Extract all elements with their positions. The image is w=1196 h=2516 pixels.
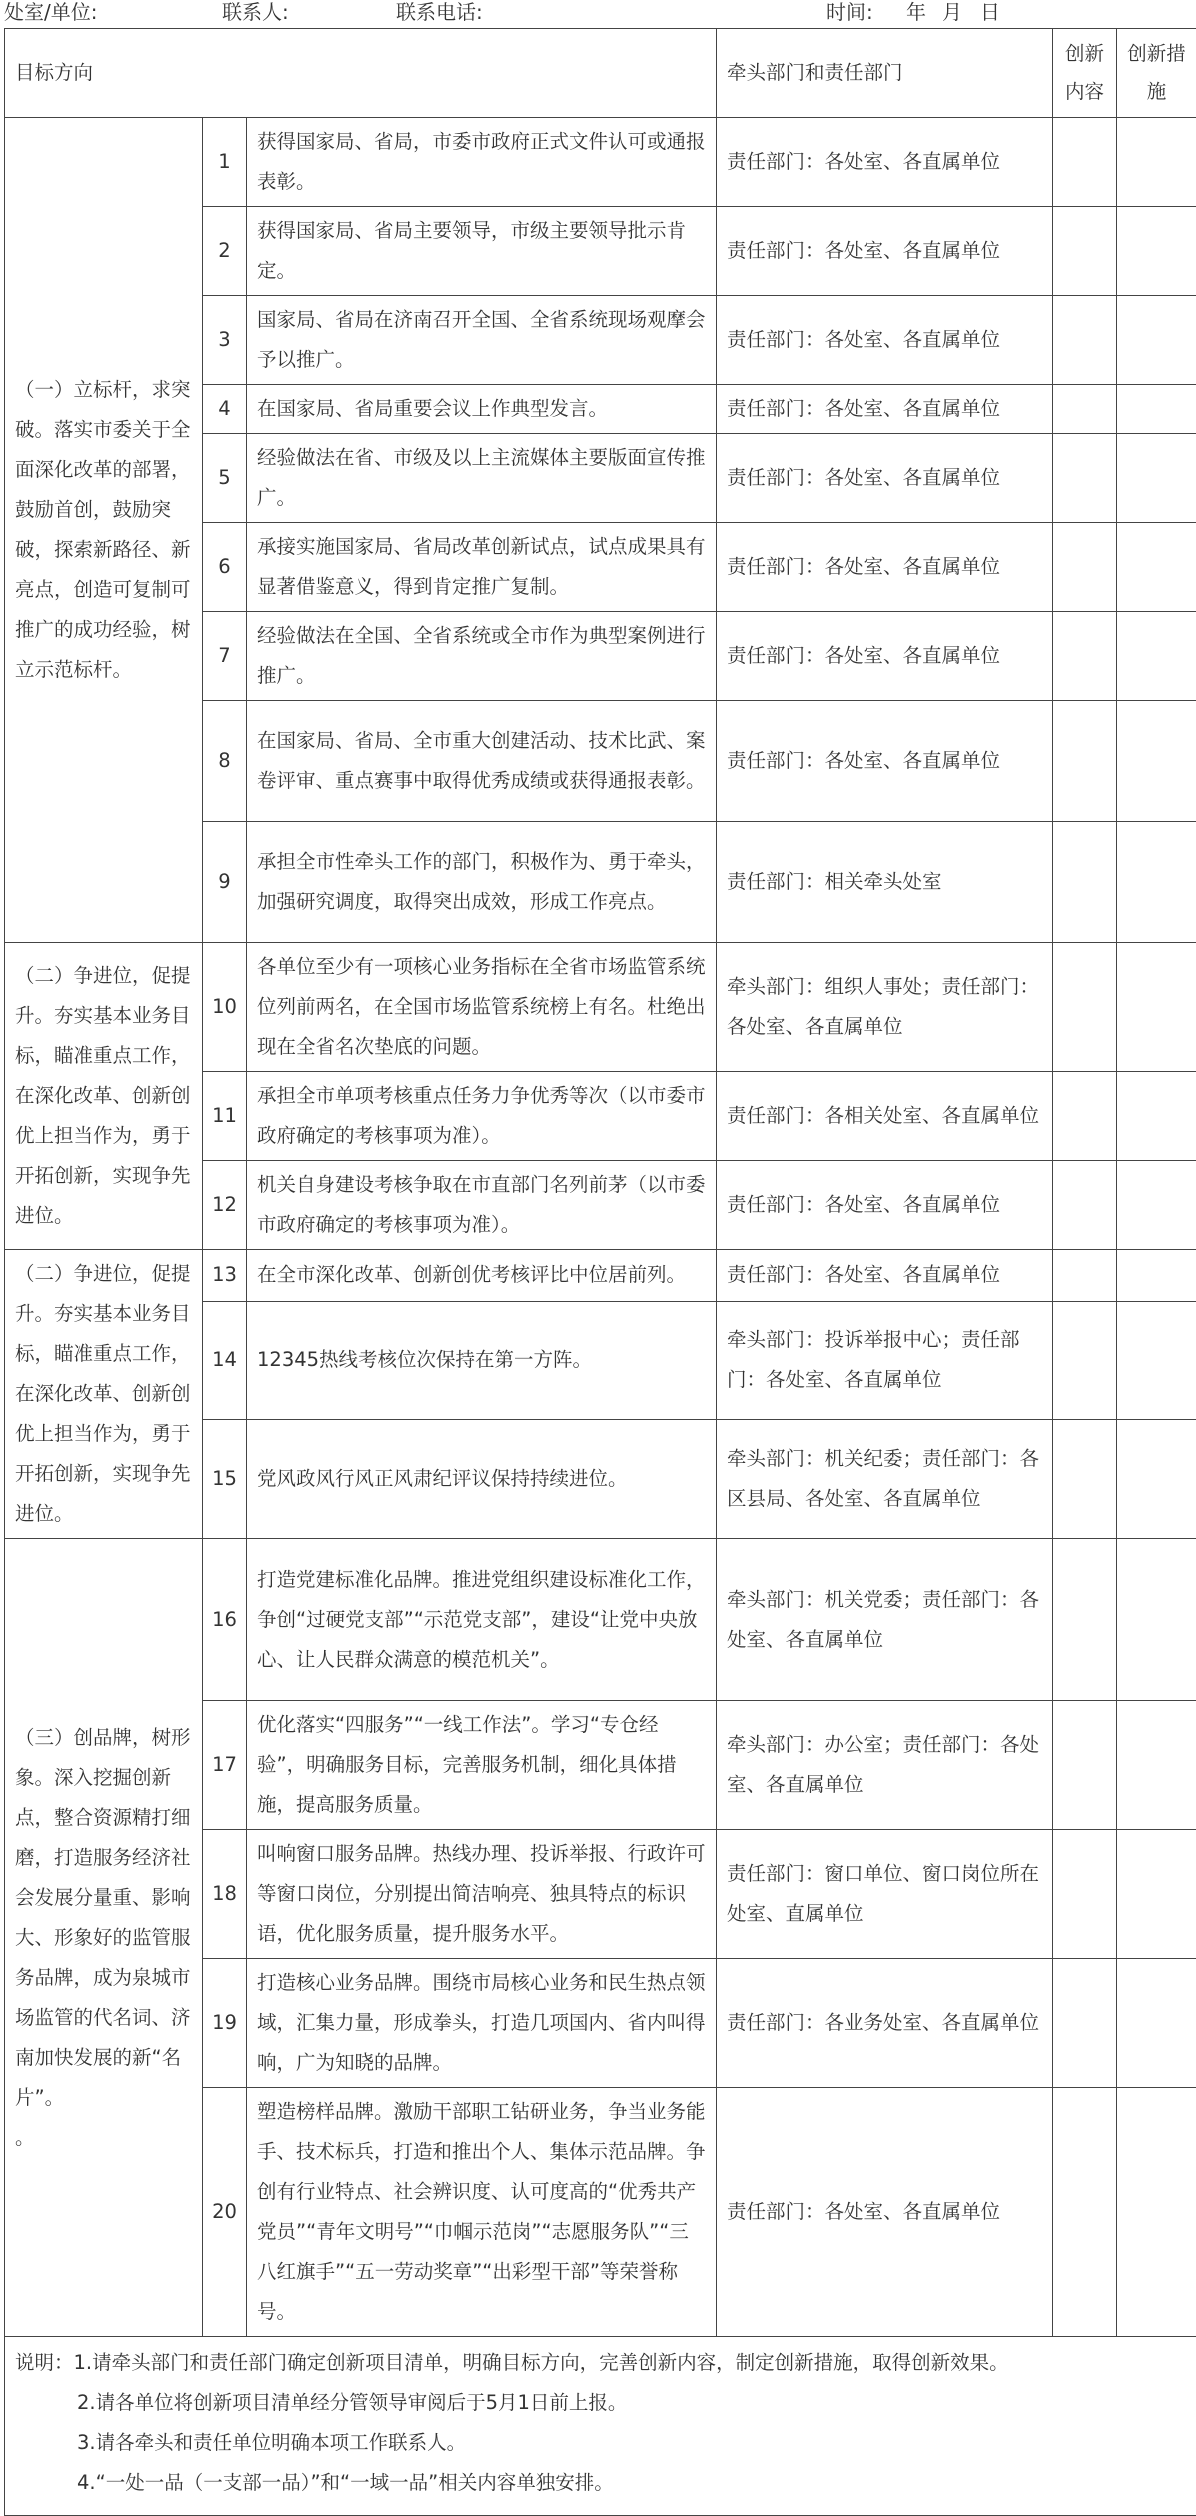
measure-cell (1117, 612, 1196, 701)
dept-cell: 责任部门：各处室、各直属单位 (717, 2088, 1053, 2337)
row-number: 11 (203, 1072, 247, 1161)
target-cell: 获得国家局、省局，市委市政府正式文件认可或通报表彰。 (247, 118, 717, 207)
target-cell: 打造党建标准化品牌。推进党组织建设标准化工作，争创“过硬党支部”“示范党支部”，建设“让党中央放心、让人民群众满意的模范机关”。 (247, 1539, 717, 1701)
measure-cell (1117, 1701, 1196, 1830)
time-label: 时间: (826, 0, 873, 24)
target-cell: 各单位至少有一项核心业务指标在全省市场监管系统位列前两名，在全国市场监管系统榜上有名。杜绝出现在全省名次垫底的问题。 (247, 943, 717, 1072)
target-cell: 经验做法在省、市级及以上主流媒体主要版面宣传推广。 (247, 434, 717, 523)
content-cell (1053, 1959, 1117, 2088)
notes-row (5, 2337, 1196, 2516)
note-line: 2.请各单位将创新项目清单经分管领导审阅后于5月1日前上报。 (15, 2383, 1186, 2423)
row-number: 20 (203, 2088, 247, 2337)
dept-cell: 责任部门：各处室、各直属单位 (717, 118, 1053, 207)
measure-cell (1117, 1161, 1196, 1250)
measure-cell (1117, 1072, 1196, 1161)
target-cell: 优化落实“四服务”“一线工作法”。学习“专仓经验”，明确服务目标，完善服务机制，细化具体措施，提高服务质量。 (247, 1701, 717, 1830)
dept-cell: 责任部门：各处室、各直属单位 (717, 701, 1053, 822)
table-row (5, 1250, 1196, 1302)
target-cell: 在国家局、省局、全市重大创建活动、技术比武、案卷评审、重点赛事中取得优秀成绩或获得通报表彰。 (247, 701, 717, 822)
target-cell: 在国家局、省局重要会议上作典型发言。 (247, 385, 717, 434)
note-line: 4.“一处一品（一支部一品）”和“一域一品”相关内容单独安排。 (15, 2463, 1186, 2503)
content-cell (1053, 1830, 1117, 1959)
goal-cell: （三）创品牌，树形象。深入挖掘创新点，整合资源精打细磨，打造服务经济社会发展分量重、影响大、形象好的监管服务品牌，成为泉城市场监管的代名词、济南加快发展的新“名片”。 。 (5, 1539, 203, 2337)
row-number: 4 (203, 385, 247, 434)
table-row (5, 118, 1196, 207)
dept-cell: 责任部门：各处室、各直属单位 (717, 207, 1053, 296)
header-measure: 创新措施 (1117, 29, 1196, 118)
target-cell: 12345热线考核位次保持在第一方阵。 (247, 1301, 717, 1419)
goal-cell: （二）争进位，促提升。夯实基本业务目标，瞄准重点工作，在深化改革、创新创优上担当作为，勇于开拓创新，实现争先进位。 (5, 943, 203, 1250)
row-number: 14 (203, 1301, 247, 1419)
row-number: 3 (203, 296, 247, 385)
target-cell: 获得国家局、省局主要领导，市级主要领导批示肯定。 (247, 207, 717, 296)
row-number: 1 (203, 118, 247, 207)
measure-cell (1117, 1250, 1196, 1302)
form-header (0, 0, 1196, 28)
measure-cell (1117, 207, 1196, 296)
content-cell (1053, 118, 1117, 207)
dept-cell: 责任部门：各处室、各直属单位 (717, 434, 1053, 523)
measure-cell (1117, 385, 1196, 434)
content-cell (1053, 1419, 1117, 1538)
measure-cell (1117, 1301, 1196, 1419)
day-label: 日 (980, 0, 1000, 24)
measure-cell (1117, 1959, 1196, 2088)
dept-cell: 责任部门：各相关处室、各直属单位 (717, 1072, 1053, 1161)
dept-cell: 牵头部门：办公室；责任部门：各处室、各直属单位 (717, 1701, 1053, 1830)
dept-cell: 责任部门：各业务处室、各直属单位 (717, 1959, 1053, 2088)
row-number: 19 (203, 1959, 247, 2088)
measure-cell (1117, 2088, 1196, 2337)
year-label: 年 (906, 0, 926, 24)
header-goal: 目标方向 (5, 29, 717, 118)
row-number: 13 (203, 1250, 247, 1302)
dept-cell: 责任部门：各处室、各直属单位 (717, 612, 1053, 701)
content-cell (1053, 612, 1117, 701)
content-cell (1053, 701, 1117, 822)
row-number: 18 (203, 1830, 247, 1959)
note-line: 3.请各牵头和责任单位明确本项工作联系人。 (15, 2423, 1186, 2463)
dept-cell: 责任部门：各处室、各直属单位 (717, 296, 1053, 385)
measure-cell (1117, 943, 1196, 1072)
content-cell (1053, 1301, 1117, 1419)
measure-cell (1117, 118, 1196, 207)
content-cell (1053, 943, 1117, 1072)
target-cell: 机关自身建设考核争取在市直部门名列前茅（以市委市政府确定的考核事项为准）。 (247, 1161, 717, 1250)
measure-cell (1117, 523, 1196, 612)
dept-cell: 牵头部门：组织人事处；责任部门：各处室、各直属单位 (717, 943, 1053, 1072)
table-header-row (5, 29, 1196, 118)
dept-cell: 责任部门：窗口单位、窗口岗位所在处室、直属单位 (717, 1830, 1053, 1959)
goal-cell: （一）立标杆，求突破。落实市委关于全面深化改革的部署，鼓励首创，鼓励突破，探索新路径、新亮点，创造可复制可推广的成功经验，树立示范标杆。 (5, 118, 203, 943)
content-cell (1053, 822, 1117, 943)
measure-cell (1117, 1830, 1196, 1959)
measure-cell (1117, 1419, 1196, 1538)
content-cell (1053, 1539, 1117, 1701)
innovation-project-table (4, 28, 1196, 2516)
row-number: 8 (203, 701, 247, 822)
row-number: 15 (203, 1419, 247, 1538)
measure-cell (1117, 822, 1196, 943)
row-number: 9 (203, 822, 247, 943)
measure-cell (1117, 296, 1196, 385)
target-cell: 打造核心业务品牌。围绕市局核心业务和民生热点领域，汇集力量，形成拳头，打造几项国内、省内叫得响，广为知晓的品牌。 (247, 1959, 717, 2088)
header-dept: 牵头部门和责任部门 (717, 29, 1053, 118)
phone-label: 联系电话: (396, 0, 483, 24)
table-row (5, 1539, 1196, 1701)
goal-cell: （二）争进位，促提升。夯实基本业务目标，瞄准重点工作，在深化改革、创新创优上担当作为，勇于开拓创新，实现争先进位。 (5, 1250, 203, 1539)
row-number: 6 (203, 523, 247, 612)
header-content: 创新内容 (1053, 29, 1117, 118)
row-number: 7 (203, 612, 247, 701)
row-number: 5 (203, 434, 247, 523)
content-cell (1053, 1161, 1117, 1250)
month-label: 月 (942, 0, 962, 24)
content-cell (1053, 1701, 1117, 1830)
content-cell (1053, 385, 1117, 434)
target-cell: 承接实施国家局、省局改革创新试点，试点成果具有显著借鉴意义，得到肯定推广复制。 (247, 523, 717, 612)
content-cell (1053, 296, 1117, 385)
target-cell: 党风政风行风正风肃纪评议保持持续进位。 (247, 1419, 717, 1538)
row-number: 10 (203, 943, 247, 1072)
dept-cell: 责任部门：各处室、各直属单位 (717, 1250, 1053, 1302)
target-cell: 承担全市性牵头工作的部门，积极作为、勇于牵头，加强研究调度，取得突出成效，形成工作亮点。 (247, 822, 717, 943)
measure-cell (1117, 1539, 1196, 1701)
content-cell (1053, 207, 1117, 296)
target-cell: 经验做法在全国、全省系统或全市作为典型案例进行推广。 (247, 612, 717, 701)
note-line: 说明：1.请牵头部门和责任部门确定创新项目清单，明确目标方向，完善创新内容，制定创新措施，取得创新效果。 (15, 2343, 1186, 2383)
row-number: 17 (203, 1701, 247, 1830)
dept-cell: 牵头部门：机关党委；责任部门：各处室、各直属单位 (717, 1539, 1053, 1701)
content-cell (1053, 1250, 1117, 1302)
table-row (5, 943, 1196, 1072)
row-number: 12 (203, 1161, 247, 1250)
dept-cell: 牵头部门：投诉举报中心；责任部门：各处室、各直属单位 (717, 1301, 1053, 1419)
notes-cell (5, 2337, 1196, 2516)
dept-label: 处室/单位: (4, 0, 97, 24)
target-cell: 在全市深化改革、创新创优考核评比中位居前列。 (247, 1250, 717, 1302)
measure-cell (1117, 701, 1196, 822)
content-cell (1053, 2088, 1117, 2337)
dept-cell: 责任部门：各处室、各直属单位 (717, 1161, 1053, 1250)
content-cell (1053, 1072, 1117, 1161)
content-cell (1053, 434, 1117, 523)
contact-label: 联系人: (222, 0, 289, 24)
dept-cell: 责任部门：相关牵头处室 (717, 822, 1053, 943)
dept-cell: 牵头部门：机关纪委；责任部门：各区县局、各处室、各直属单位 (717, 1419, 1053, 1538)
content-cell (1053, 523, 1117, 612)
measure-cell (1117, 434, 1196, 523)
target-cell: 叫响窗口服务品牌。热线办理、投诉举报、行政许可等窗口岗位，分别提出简洁响亮、独具特点的标识语，优化服务质量，提升服务水平。 (247, 1830, 717, 1959)
dept-cell: 责任部门：各处室、各直属单位 (717, 385, 1053, 434)
target-cell: 承担全市单项考核重点任务力争优秀等次（以市委市政府确定的考核事项为准）。 (247, 1072, 717, 1161)
dept-cell: 责任部门：各处室、各直属单位 (717, 523, 1053, 612)
target-cell: 国家局、省局在济南召开全国、全省系统现场观摩会予以推广。 (247, 296, 717, 385)
row-number: 2 (203, 207, 247, 296)
row-number: 16 (203, 1539, 247, 1701)
target-cell: 塑造榜样品牌。激励干部职工钻研业务，争当业务能手、技术标兵，打造和推出个人、集体示范品牌。争创有行业特点、社会辨识度、认可度高的“优秀共产党员”“青年文明号”“巾帼示范岗”“志愿服务队”“三八红旗手”“五一劳动奖章”“出彩型干部”等荣誉称号。 (247, 2088, 717, 2337)
